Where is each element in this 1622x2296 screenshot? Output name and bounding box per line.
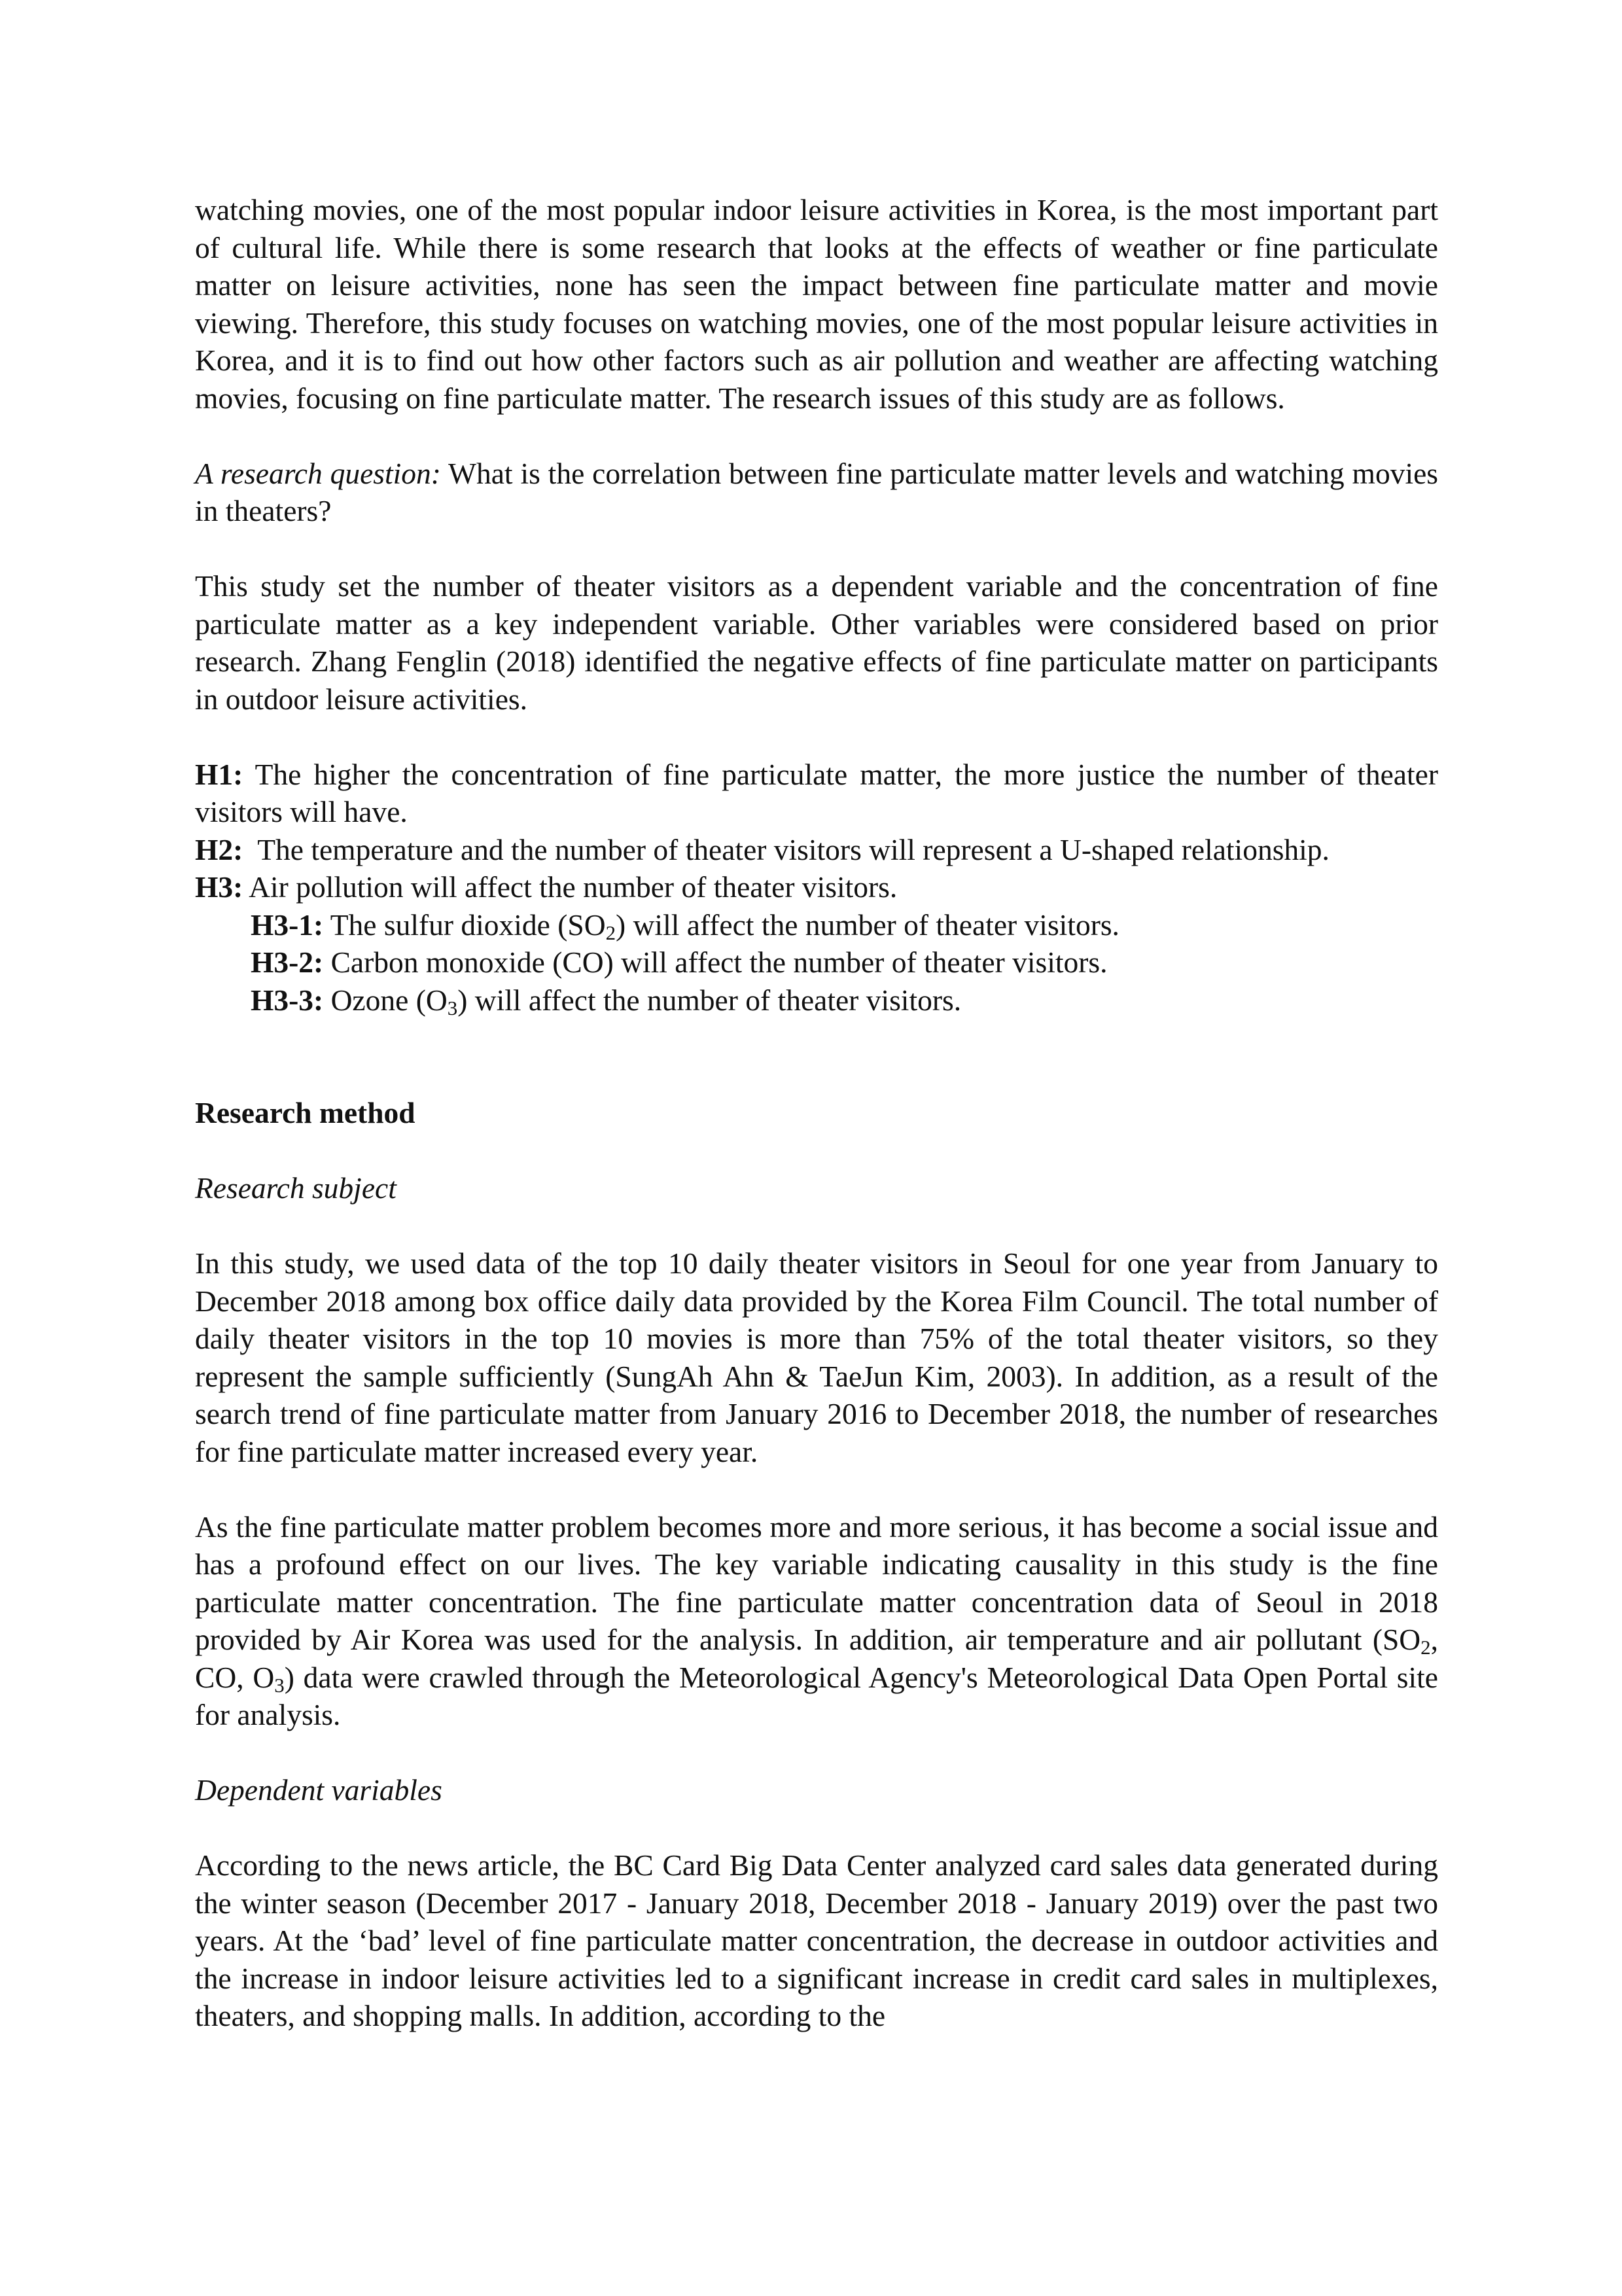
hypothesis-h3-label: H3:	[195, 870, 243, 904]
hypothesis-h2-label: H2:	[195, 832, 243, 866]
spacer	[195, 1132, 1438, 1170]
hypothesis-h3-1	[195, 906, 1438, 944]
paragraph-text: As the fine particulate matter problem becomes more and more serious, it has become a social issue and has a profound effect on our lives. The key variable indicating causality in this study is the fine particulate matter concentration. The fine particulate matter concentration data of Seoul in 2018 provided by Air Korea was used for the analysis. In addition, air temperature and air pollutant (SO	[195, 1510, 1438, 1656]
spacer	[195, 530, 1438, 568]
hypothesis-h3-1-text-end: ) will affect the number of theater visitors.	[616, 908, 1120, 942]
spacer	[195, 718, 1438, 756]
research-subject-paragraph-2	[195, 1508, 1438, 1734]
hypothesis-h1	[195, 756, 1438, 831]
hypothesis-h3-3-text-end: ) will affect the number of theater visitors.	[457, 983, 962, 1017]
hypothesis-h2-text: The temperature and the number of theater visitors will represent a U-shaped relationship.	[243, 832, 1330, 866]
hypothesis-h3-3	[195, 981, 1438, 1019]
hypothesis-h3-1-label: H3-1:	[251, 908, 324, 942]
paragraph-text: ) data were crawled through the Meteorological Agency's Meteorological Data Open Portal site for analysis.	[195, 1660, 1438, 1731]
subheading-research-subject: Research subject	[195, 1171, 397, 1205]
dependent-variables-paragraph: According to the news article, the BC Card Big Data Center analyzed card sales data generated during the winter season (December 2017 - January 2018, December 2018 - January 2019) over the past two years. At the ‘bad’ level of fine particulate matter concentration, the decrease in outdoor activities and the increase in indoor leisure activities led to a significant increase in credit card sales in multiplexes, theaters, and shopping malls. In addition, according to the	[195, 1848, 1438, 2032]
spacer	[195, 1019, 1438, 1094]
spacer	[195, 417, 1438, 455]
hypothesis-h3	[195, 868, 1438, 906]
hypothesis-h3-3-label: H3-3:	[251, 983, 324, 1017]
research-question-text: What is the correlation between fine particulate matter levels and watching movies in theaters?	[195, 456, 1438, 527]
spacer	[195, 1207, 1438, 1245]
spacer	[195, 1470, 1438, 1508]
research-question	[195, 455, 1438, 530]
subscript: 2	[605, 921, 616, 944]
spacer	[195, 1809, 1438, 1847]
research-subject-paragraph-1: In this study, we used data of the top 10 daily theater visitors in Seoul for one year from January to December 2018 among box office daily data provided by the Korea Film Council. The total number of daily theater visitors in the top 10 movies is more than 75% of the total theater visitors, so they represent the sample sufficiently (SungAh Ahn & TaeJun Kim, 2003). In addition, as a result of the search trend of fine particulate matter from January 2016 to December 2018, the number of researches for fine particulate matter increased every year.	[195, 1246, 1438, 1468]
hypothesis-h3-2	[195, 944, 1438, 981]
paragraph-text: , CO, O	[195, 1623, 1438, 1694]
research-question-label: A research question:	[195, 456, 441, 490]
intro-paragraph: watching movies, one of the most popular indoor leisure activities in Korea, is the most important part of cultural life. While there is some research that looks at the effects of weather or fine particulate matter on leisure activities, none has seen the impact between fine particulate matter and movie viewing. Therefore, this study focuses on watching movies, one of the most popular leisure activities in Korea, and it is to find out how other factors such as air pollution and weather are affecting watching movies, focusing on fine particulate matter. The research issues of this study are as follows.	[195, 193, 1438, 415]
hypothesis-h3-2-text: Carbon monoxide (CO) will affect the number of theater visitors.	[323, 945, 1108, 979]
hypothesis-h1-text: The higher the concentration of fine particulate matter, the more justice the number of theater visitors will have.	[195, 757, 1438, 828]
hypothesis-h1-label: H1:	[195, 757, 243, 791]
spacer	[195, 1734, 1438, 1772]
hypothesis-h3-2-label: H3-2:	[251, 945, 324, 979]
subscript: 3	[447, 996, 458, 1019]
document-page	[195, 191, 1438, 2035]
hypothesis-h3-1-text: The sulfur dioxide (SO	[323, 908, 606, 942]
hypothesis-h3-text: Air pollution will affect the number of theater visitors.	[243, 870, 898, 904]
subscript: 3	[274, 1673, 285, 1697]
section-heading-research-method: Research method	[195, 1096, 415, 1129]
subheading-dependent-variables: Dependent variables	[195, 1773, 442, 1807]
hypothesis-h3-3-text: Ozone (O	[323, 983, 448, 1017]
hypothesis-h2	[195, 831, 1438, 869]
subscript: 2	[1420, 1635, 1431, 1659]
variables-paragraph: This study set the number of theater visitors as a dependent variable and the concentration of fine particulate matter as a key independent variable. Other variables were considered based on prior research. Zhang Fenglin (2018) identified the negative effects of fine particulate matter on participants in outdoor leisure activities.	[195, 569, 1438, 716]
